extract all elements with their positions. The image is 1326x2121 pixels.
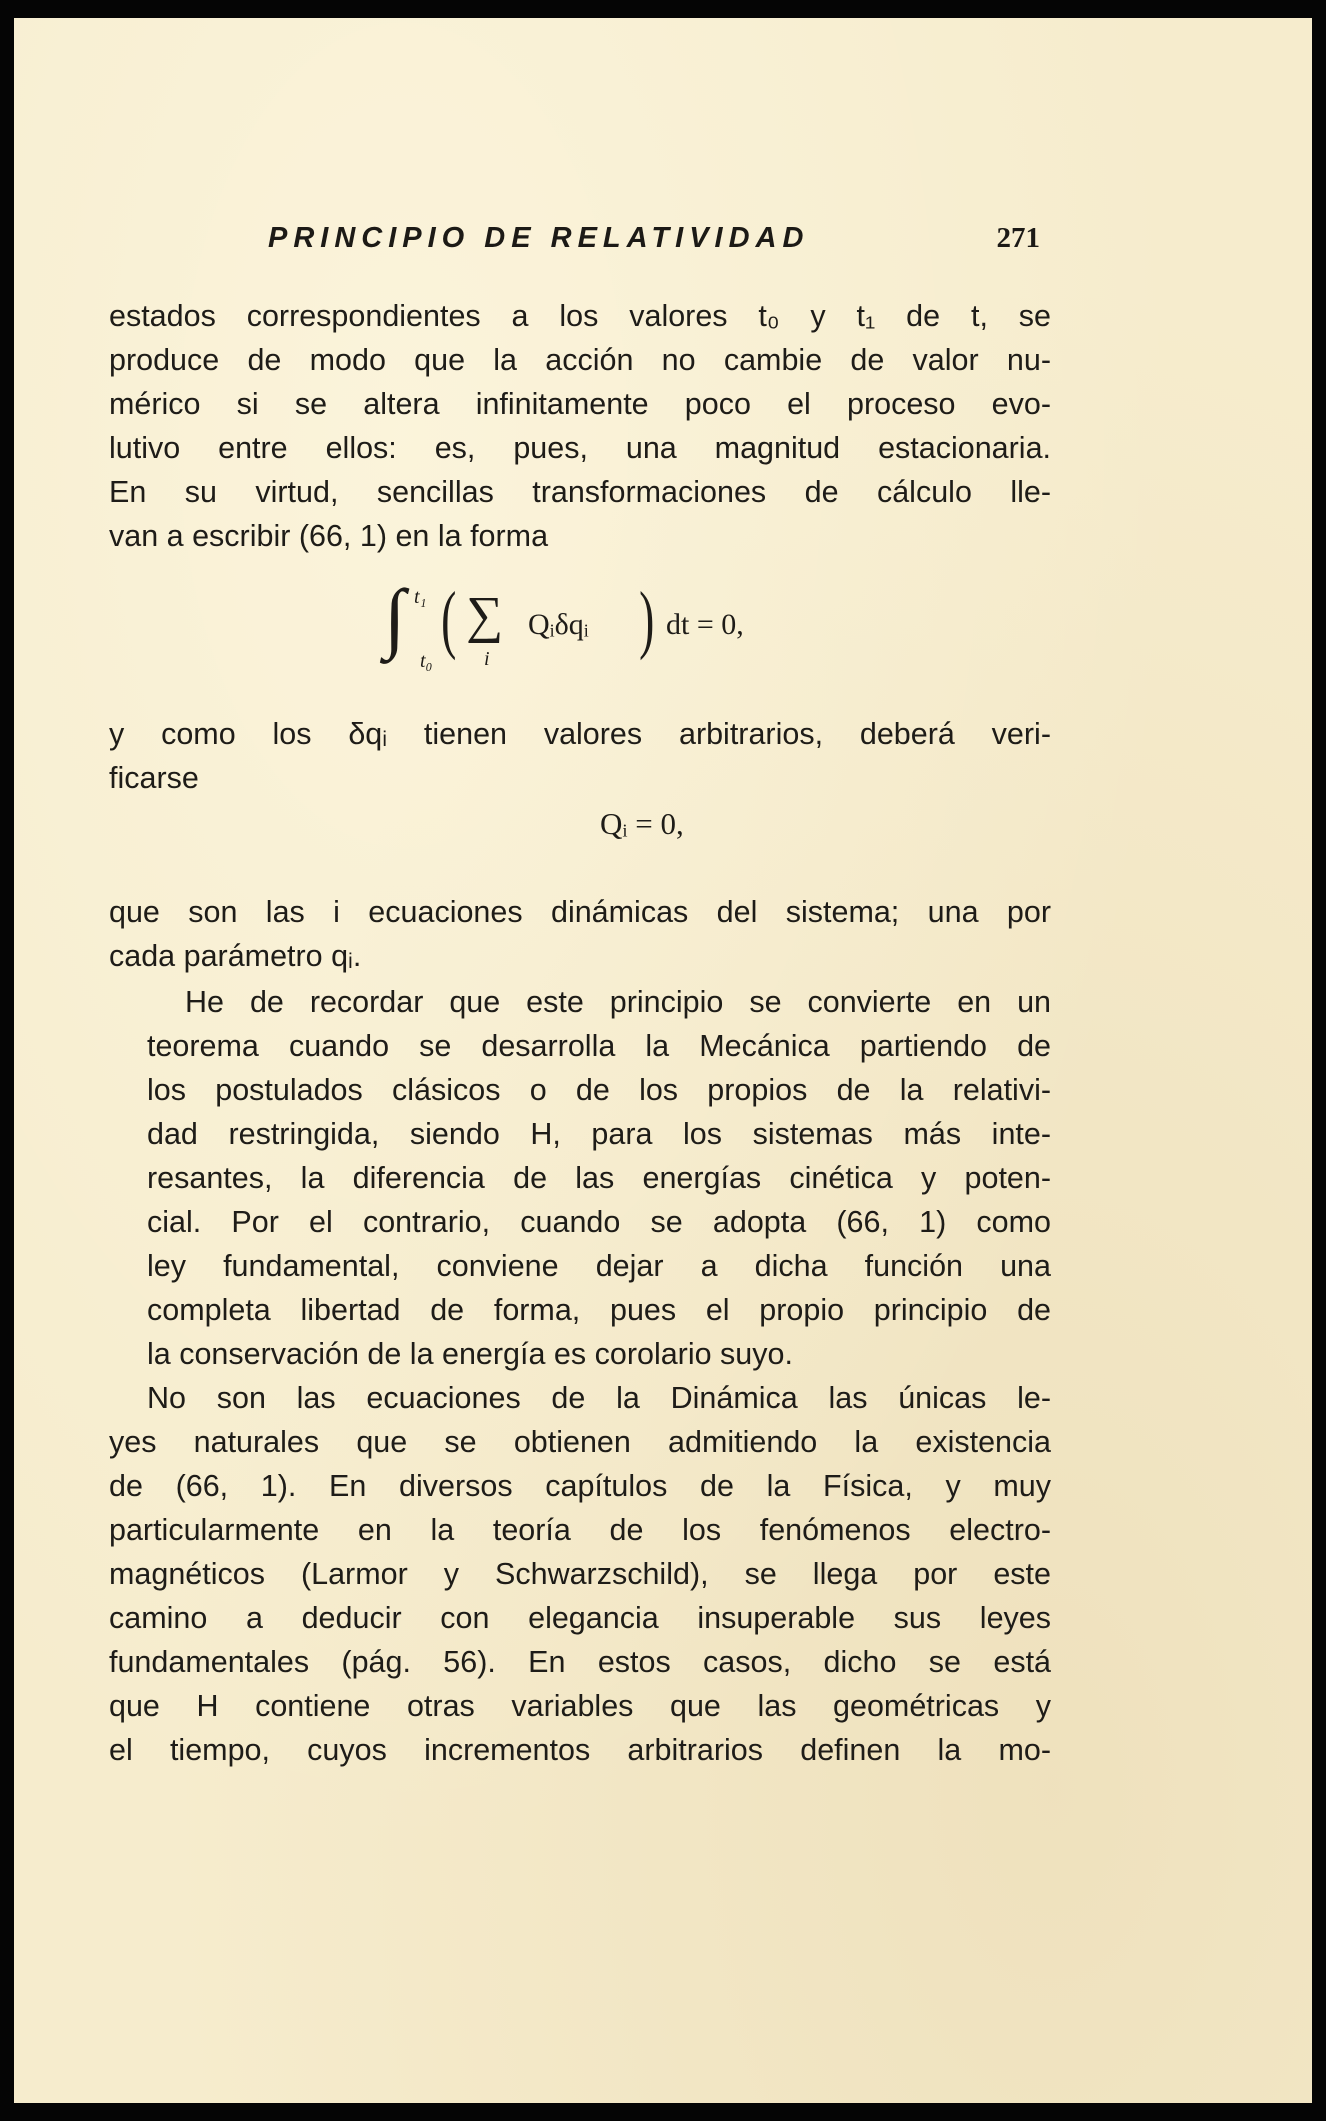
integrand: Qᵢδqᵢ <box>528 608 589 641</box>
paragraph-2 <box>109 712 1051 800</box>
paragraph-3 <box>109 890 1051 978</box>
text-line: estados correspondientes a los valores t₀ y t₁ de t, se <box>109 299 1051 333</box>
integral-upper-limit: t₁ <box>414 586 427 608</box>
text-line: cial. Por el contrario, cuando se adopta (66, 1) como <box>147 1205 1051 1239</box>
paragraph-5 <box>109 1376 1051 1772</box>
text-line: En su virtud, sencillas transformaciones de cálculo lle- <box>109 475 1051 509</box>
left-parenthesis: ( <box>441 577 457 661</box>
text-line: camino a deducir con elegancia insuperable sus leyes <box>109 1601 1051 1635</box>
text-line: completa libertad de forma, pues el propio principio de <box>147 1293 1051 1327</box>
text-line: He de recordar que este principio se convierte en un <box>185 985 1051 1019</box>
text-line: lutivo entre ellos: es, pues, una magnitud estacionaria. <box>109 431 1051 465</box>
text-line: ficarse <box>109 761 199 795</box>
text-line: que H contiene otras variables que las geométricas y <box>109 1689 1051 1723</box>
text-line: No son las ecuaciones de la Dinámica las únicas le- <box>147 1381 1051 1415</box>
text-line: fundamentales (pág. 56). En estos casos, dicho se está <box>109 1645 1051 1679</box>
text-line: dad restringida, siendo H, para los sistemas más inte- <box>147 1117 1051 1151</box>
running-title: PRINCIPIO DE RELATIVIDAD <box>268 222 810 254</box>
integral-sign: ∫ <box>384 573 406 660</box>
text-line: de (66, 1). En diversos capítulos de la Física, y muy <box>109 1469 1051 1503</box>
text-line: cada parámetro qᵢ. <box>109 939 362 973</box>
text-line: mérico si se altera infinitamente poco el proceso evo- <box>109 387 1051 421</box>
sum-index: i <box>484 648 490 670</box>
integral-lower-limit: t₀ <box>420 650 433 672</box>
page-number: 271 <box>996 222 1040 254</box>
text-line: ley fundamental, conviene dejar a dicha función una <box>147 1249 1051 1283</box>
dynamic-equation: Qᵢ = 0, <box>600 806 684 841</box>
text-line: el tiempo, cuyos incrementos arbitrarios definen la mo- <box>109 1733 1051 1767</box>
right-parenthesis: ) <box>639 577 655 661</box>
text-line: resantes, la diferencia de las energías cinética y poten- <box>147 1161 1051 1195</box>
text-line: y como los δqᵢ tienen valores arbitrarios, deberá veri- <box>109 717 1051 751</box>
text-line: la conservación de la energía es corolario suyo. <box>147 1337 793 1371</box>
text-line: magnéticos (Larmor y Schwarzschild), se llega por este <box>109 1557 1051 1591</box>
sum-sign: ∑ <box>466 587 504 644</box>
paragraph-1 <box>109 294 1051 558</box>
paragraph-4 <box>109 980 1051 1376</box>
text-line: yes naturales que se obtienen admitiendo la existencia <box>109 1425 1051 1459</box>
text-line: van a escribir (66, 1) en la forma <box>109 519 549 553</box>
text-line: los postulados clásicos o de los propios de la relativi- <box>147 1073 1051 1107</box>
integral-equation <box>384 573 824 688</box>
text-line: que son las i ecuaciones dinámicas del sistema; una por <box>109 895 1051 929</box>
text-line: particularmente en la teoría de los fenómenos electro- <box>109 1513 1051 1547</box>
equation-rhs: dt = 0, <box>666 608 744 641</box>
text-line: teorema cuando se desarrolla la Mecánica partiendo de <box>147 1029 1051 1063</box>
running-header <box>268 222 1048 266</box>
text-line: produce de modo que la acción no cambie de valor nu- <box>109 343 1051 377</box>
